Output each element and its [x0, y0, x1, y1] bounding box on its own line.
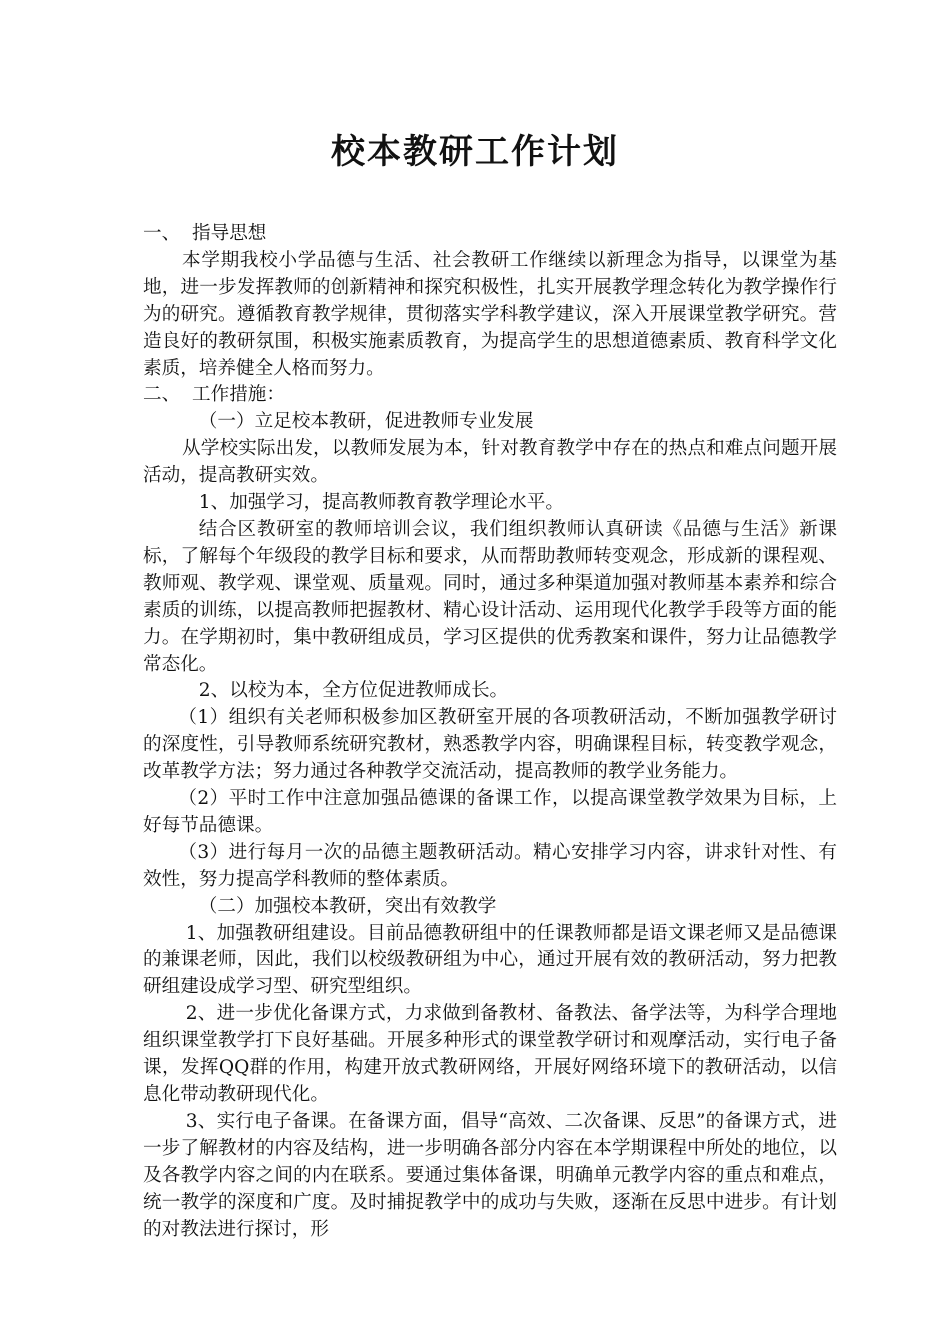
subitem-2-lesson-preparation: （2）平时工作中注意加强品德课的备课工作，以提高课堂教学效果为目标，上好每节品德课。: [143, 788, 837, 836]
document-title: 校本教研工作计划: [331, 132, 619, 172]
subheading-school-based-research: （一）立足校本教研，促进教师专业发展: [198, 411, 534, 433]
subitem-1-research-activities: （1）组织有关老师积极参加区教研室开展的各项教研活动，不断加强教学研讨的深度性，引导教师系统研究教材，熟悉教学内容，明确课程目标，转变教学观念，改革教学方法；努力通过各种教学交流活动，提高教师的教学业务能力。: [143, 707, 837, 783]
paragraph-teacher-training: 结合区教研室的教师培训会议，我们组织教师认真研读《品德与生活》新课标，了解每个年级段的教学目标和要求，从而帮助教师转变观念，形成新的课程观、教师观、教学观、课堂观、质量观。同时，通过多种渠道加强对教师基本素养和综合素质的训练，以提高教师把握教材、精心设计活动、运用现代化教学手段等方面的能力。在学期初时，集中教研组成员，学习区提供的优秀教案和课件，努力让品德教学常态化。: [143, 518, 837, 675]
item-electronic-preparation: 3、实行电子备课。在备课方面，倡导“高效、二次备课、反思”的备课方式，进一步了解教材的内容及结构，进一步明确各部分内容在本学期课程中所处的地位，以及各教学内容之间的内在联系。要通过集体备课，明确单元教学内容的重点和难点，统一教学的深度和广度。及时捕捉教学中的成功与失败，逐渐在反思中进步。有计划的对教法进行探讨，形: [143, 1110, 837, 1240]
subheading-effective-teaching: （二）加强校本教研，突出有效教学: [198, 895, 497, 917]
paragraph-guiding-thought: 本学期我校小学品德与生活、社会教研工作继续以新理念为指导，以课堂为基地，进一步发挥教师的创新精神和探究积极性，扎实开展教学理念转化为教学操作行为的研究。遵循教育教学规律，贯彻落实学科教学建议，深入开展课堂教学研究。营造良好的教研氛围，积极实施素质教育，为提高学生的思想道德素质、教育科学文化素质，培养健全人格而努力。: [143, 249, 837, 379]
document-body: [143, 221, 837, 1243]
paragraph-school-reality: 从学校实际出发，以教师发展为本，针对教育教学中存在的热点和难点问题开展活动，提高教研实效。: [143, 438, 837, 487]
section-heading-work-measures: 二、 工作措施：: [143, 384, 285, 406]
subitem-3-monthly-activity: （3）进行每月一次的品德主题教研活动。精心安排学习内容，讲求针对性、有效性，努力提高学科教师的整体素质。: [143, 841, 837, 890]
item-optimize-preparation: 2、进一步优化备课方式，力求做到备教材、备教法、备学法等，为科学合理地组织课堂教学打下良好基础。开展多种形式的课堂教学研讨和观摩活动，实行电子备课，发挥QQ群的作用，构建开放式教研网络，开展好网络环境下的教研活动，以信息化带动教研现代化。: [143, 1003, 837, 1105]
item-strengthen-learning: 1、加强学习，提高教师教育教学理论水平。: [198, 492, 564, 514]
item-research-group-building: 1、加强教研组建设。目前品德教研组中的任课教师都是语文课老师又是品德课的兼课老师，因此，我们以校级教研组为中心，通过开展有效的教研活动，努力把教研组建设成学习型、研究型组织。: [143, 922, 837, 998]
item-school-based-growth: 2、以校为本，全方位促进教师成长。: [198, 680, 509, 702]
section-heading-guiding-thought: 一、 指导思想: [143, 223, 267, 244]
